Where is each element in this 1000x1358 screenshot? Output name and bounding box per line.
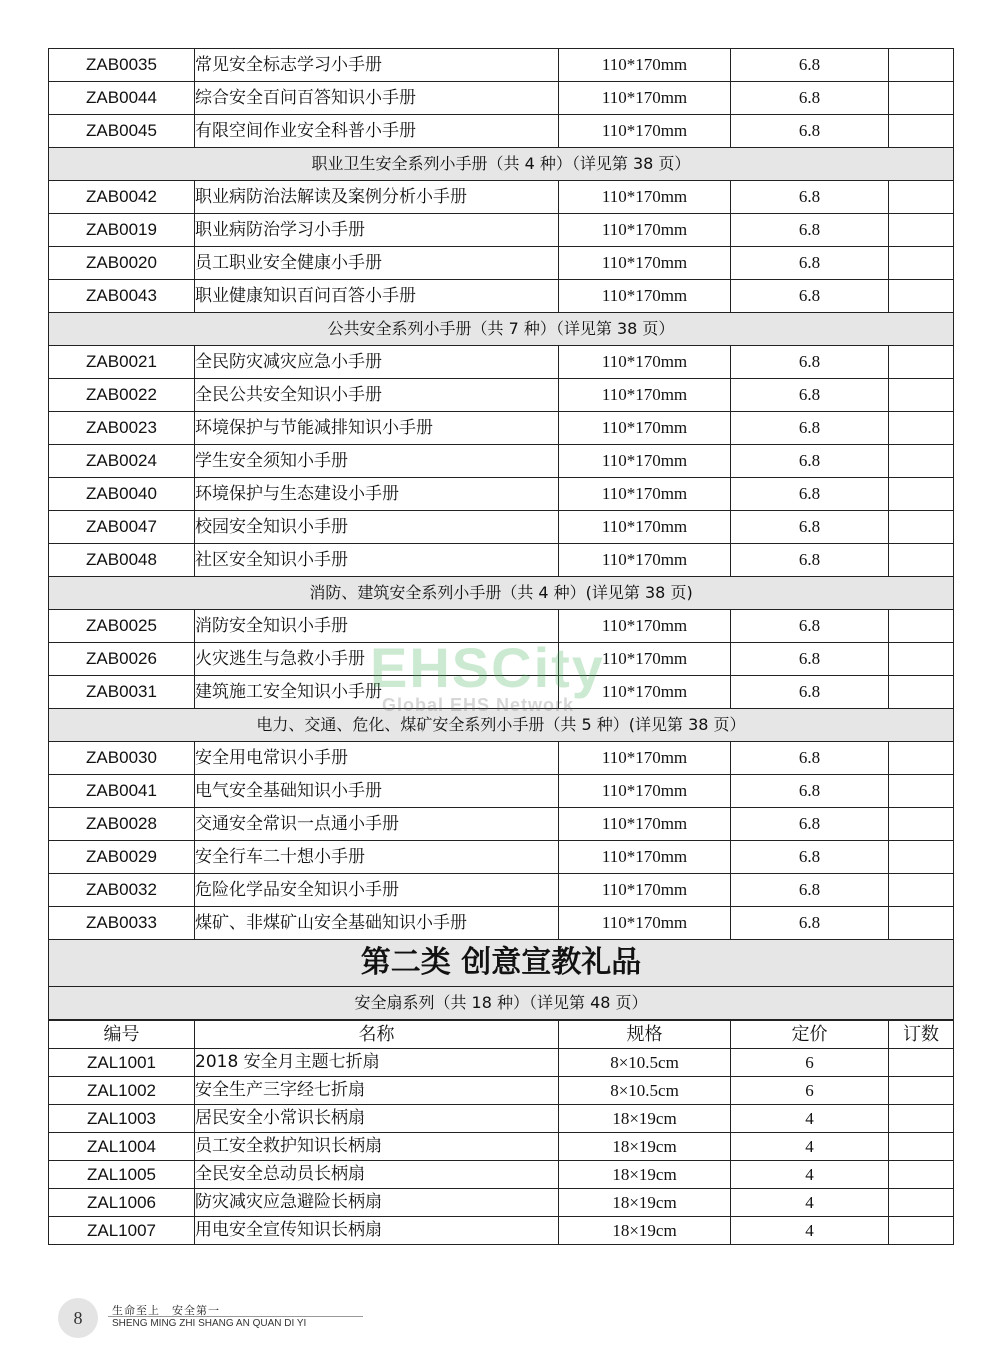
product-name: 综合安全百问百答知识小手册 [195,82,559,115]
section-heading-row [49,987,954,1020]
product-code: ZAB0021 [49,346,195,379]
product-spec: 110*170mm [559,874,731,907]
product-price: 6.8 [731,511,889,544]
product-price: 4 [731,1133,889,1161]
table-row [49,445,954,478]
product-spec: 110*170mm [559,181,731,214]
product-spec: 18×19cm [559,1189,731,1217]
product-code: ZAB0035 [49,49,195,82]
product-code: ZAB0020 [49,247,195,280]
section-heading-row [49,313,954,346]
product-spec: 110*170mm [559,775,731,808]
section-heading: 公共安全系列小手册（共 7 种）（详见第 38 页） [49,313,954,346]
product-name: 全民公共安全知识小手册 [195,379,559,412]
product-name: 消防安全知识小手册 [195,610,559,643]
product-spec: 110*170mm [559,808,731,841]
table-row [49,478,954,511]
order-quantity-cell[interactable] [889,742,954,775]
product-price: 6.8 [731,643,889,676]
table-row [49,82,954,115]
product-name: 建筑施工安全知识小手册 [195,676,559,709]
product-spec: 8×10.5cm [559,1049,731,1077]
order-quantity-cell[interactable] [889,445,954,478]
order-quantity-cell[interactable] [889,610,954,643]
product-price: 6.8 [731,907,889,940]
order-quantity-cell[interactable] [889,49,954,82]
product-spec: 110*170mm [559,49,731,82]
order-quantity-cell[interactable] [889,1105,954,1133]
product-code: ZAB0033 [49,907,195,940]
product-price: 4 [731,1105,889,1133]
product-code: ZAB0042 [49,181,195,214]
product-name: 防灾减灾应急避险长柄扇 [195,1189,559,1217]
order-quantity-cell[interactable] [889,775,954,808]
product-name: 员工职业安全健康小手册 [195,247,559,280]
catalog-page [48,48,953,1245]
table-row [49,247,954,280]
product-code: ZAL1005 [49,1161,195,1189]
order-quantity-cell[interactable] [889,280,954,313]
product-name: 环境保护与节能减排知识小手册 [195,412,559,445]
product-code: ZAB0043 [49,280,195,313]
product-price: 6 [731,1049,889,1077]
section-heading: 电力、交通、危化、煤矿安全系列小手册（共 5 种）(详见第 38 页） [49,709,954,742]
order-quantity-cell[interactable] [889,1217,954,1245]
product-code: ZAB0019 [49,214,195,247]
section-heading-row [49,577,954,610]
header-price: 定价 [731,1021,889,1049]
table-row [49,115,954,148]
product-price: 4 [731,1217,889,1245]
product-table-body [49,49,954,1020]
product-name: 2018 安全月主题七折扇 [195,1049,559,1077]
footer-divider [108,1316,363,1317]
product-name: 环境保护与生态建设小手册 [195,478,559,511]
product-price: 6.8 [731,676,889,709]
product-price: 6.8 [731,742,889,775]
order-quantity-cell[interactable] [889,247,954,280]
page-number: 8 [58,1298,98,1338]
product-spec: 18×19cm [559,1105,731,1133]
product-code: ZAB0025 [49,610,195,643]
fan-table-body [49,1021,954,1245]
product-price: 6.8 [731,181,889,214]
product-spec: 18×19cm [559,1217,731,1245]
table-row [49,775,954,808]
table-row [49,1217,954,1245]
product-name: 有限空间作业安全科普小手册 [195,115,559,148]
product-spec: 8×10.5cm [559,1077,731,1105]
section-heading: 安全扇系列（共 18 种）（详见第 48 页） [49,987,954,1020]
order-quantity-cell[interactable] [889,676,954,709]
product-price: 6.8 [731,610,889,643]
product-spec: 110*170mm [559,841,731,874]
product-code: ZAB0026 [49,643,195,676]
order-quantity-cell[interactable] [889,874,954,907]
product-spec: 110*170mm [559,742,731,775]
product-spec: 110*170mm [559,478,731,511]
product-name: 用电安全宣传知识长柄扇 [195,1217,559,1245]
product-table [48,48,954,1020]
order-quantity-cell[interactable] [889,82,954,115]
table-row [49,1049,954,1077]
product-price: 6.8 [731,544,889,577]
product-code: ZAL1002 [49,1077,195,1105]
table-row [49,1189,954,1217]
order-quantity-cell[interactable] [889,511,954,544]
product-name: 职业病防治学习小手册 [195,214,559,247]
product-price: 6.8 [731,247,889,280]
category-title-row [49,940,954,987]
order-quantity-cell[interactable] [889,181,954,214]
product-code: ZAL1001 [49,1049,195,1077]
order-quantity-cell[interactable] [889,478,954,511]
footer-slogan: 生命至上 安全第一 [112,1304,220,1317]
table-row [49,544,954,577]
header-spec: 规格 [559,1021,731,1049]
product-code: ZAB0031 [49,676,195,709]
order-quantity-cell[interactable] [889,1049,954,1077]
product-price: 6.8 [731,808,889,841]
product-price: 6.8 [731,775,889,808]
page-footer [58,1298,358,1338]
table-row [49,907,954,940]
product-price: 6 [731,1077,889,1105]
product-price: 4 [731,1189,889,1217]
product-code: ZAB0030 [49,742,195,775]
footer-slogan-pinyin: SHENG MING ZHI SHANG AN QUAN DI YI [112,1318,307,1329]
section-heading-row [49,709,954,742]
section-heading-row [49,148,954,181]
header-name: 名称 [195,1021,559,1049]
product-code: ZAL1004 [49,1133,195,1161]
product-name: 常见安全标志学习小手册 [195,49,559,82]
section-heading: 职业卫生安全系列小手册（共 4 种）（详见第 38 页） [49,148,954,181]
product-name: 安全生产三字经七折扇 [195,1077,559,1105]
table-row [49,874,954,907]
product-spec: 110*170mm [559,544,731,577]
table-row [49,643,954,676]
product-spec: 110*170mm [559,676,731,709]
product-price: 6.8 [731,379,889,412]
table-row [49,1133,954,1161]
product-spec: 110*170mm [559,643,731,676]
table-row [49,214,954,247]
order-quantity-cell[interactable] [889,214,954,247]
column-header-row [49,1021,954,1049]
product-name: 学生安全须知小手册 [195,445,559,478]
product-spec: 18×19cm [559,1161,731,1189]
product-price: 6.8 [731,115,889,148]
table-row [49,676,954,709]
order-quantity-cell[interactable] [889,808,954,841]
product-spec: 110*170mm [559,346,731,379]
product-spec: 110*170mm [559,907,731,940]
product-code: ZAB0041 [49,775,195,808]
product-name: 煤矿、非煤矿山安全基础知识小手册 [195,907,559,940]
product-spec: 110*170mm [559,445,731,478]
order-quantity-cell[interactable] [889,1077,954,1105]
product-code: ZAB0023 [49,412,195,445]
product-code: ZAL1003 [49,1105,195,1133]
product-price: 6.8 [731,412,889,445]
product-code: ZAB0028 [49,808,195,841]
product-price: 6.8 [731,346,889,379]
product-name: 职业病防治法解读及案例分析小手册 [195,181,559,214]
product-code: ZAB0022 [49,379,195,412]
category-title: 第二类 创意宣教礼品 [49,940,954,987]
header-quantity: 订数 [889,1021,954,1049]
product-price: 4 [731,1161,889,1189]
product-name: 居民安全小常识长柄扇 [195,1105,559,1133]
product-name: 校园安全知识小手册 [195,511,559,544]
product-code: ZAB0029 [49,841,195,874]
order-quantity-cell[interactable] [889,1133,954,1161]
product-spec: 110*170mm [559,115,731,148]
watermark-logo-text: EHSCity [370,636,605,699]
product-price: 6.8 [731,280,889,313]
product-price: 6.8 [731,214,889,247]
product-code: ZAB0044 [49,82,195,115]
order-quantity-cell[interactable] [889,412,954,445]
table-row [49,1161,954,1189]
order-quantity-cell[interactable] [889,907,954,940]
product-price: 6.8 [731,841,889,874]
table-row [49,610,954,643]
section-heading: 消防、建筑安全系列小手册（共 4 种）(详见第 38 页) [49,577,954,610]
product-name: 交通安全常识一点通小手册 [195,808,559,841]
table-row [49,346,954,379]
product-price: 6.8 [731,445,889,478]
product-spec: 110*170mm [559,214,731,247]
product-spec: 110*170mm [559,379,731,412]
product-code: ZAB0045 [49,115,195,148]
product-name: 全民防灾减灾应急小手册 [195,346,559,379]
table-row [49,1077,954,1105]
product-code: ZAB0032 [49,874,195,907]
product-spec: 110*170mm [559,610,731,643]
order-quantity-cell[interactable] [889,346,954,379]
product-code: ZAL1007 [49,1217,195,1245]
table-row [49,379,954,412]
watermark-tagline: Global EHS Network [382,695,575,715]
order-quantity-cell[interactable] [889,544,954,577]
product-code: ZAB0047 [49,511,195,544]
product-spec: 110*170mm [559,412,731,445]
table-row [49,412,954,445]
table-row [49,511,954,544]
product-code: ZAB0048 [49,544,195,577]
order-quantity-cell[interactable] [889,1189,954,1217]
product-name: 火灾逃生与急救小手册 [195,643,559,676]
table-row [49,49,954,82]
table-row [49,181,954,214]
fan-table [48,1020,954,1245]
table-row [49,280,954,313]
product-spec: 110*170mm [559,82,731,115]
order-quantity-cell[interactable] [889,643,954,676]
product-name: 电气安全基础知识小手册 [195,775,559,808]
product-name: 安全用电常识小手册 [195,742,559,775]
product-spec: 18×19cm [559,1133,731,1161]
product-code: ZAL1006 [49,1189,195,1217]
product-spec: 110*170mm [559,280,731,313]
product-spec: 110*170mm [559,247,731,280]
product-name: 安全行车二十想小手册 [195,841,559,874]
product-code: ZAB0024 [49,445,195,478]
product-name: 全民安全总动员长柄扇 [195,1161,559,1189]
order-quantity-cell[interactable] [889,1161,954,1189]
product-price: 6.8 [731,874,889,907]
product-price: 6.8 [731,478,889,511]
table-row [49,808,954,841]
product-name: 危险化学品安全知识小手册 [195,874,559,907]
product-name: 社区安全知识小手册 [195,544,559,577]
header-code: 编号 [49,1021,195,1049]
product-name: 员工安全救护知识长柄扇 [195,1133,559,1161]
product-name: 职业健康知识百问百答小手册 [195,280,559,313]
table-row [49,742,954,775]
table-row [49,1105,954,1133]
product-price: 6.8 [731,49,889,82]
product-price: 6.8 [731,82,889,115]
product-code: ZAB0040 [49,478,195,511]
product-spec: 110*170mm [559,511,731,544]
table-row [49,841,954,874]
order-quantity-cell[interactable] [889,115,954,148]
order-quantity-cell[interactable] [889,379,954,412]
order-quantity-cell[interactable] [889,841,954,874]
